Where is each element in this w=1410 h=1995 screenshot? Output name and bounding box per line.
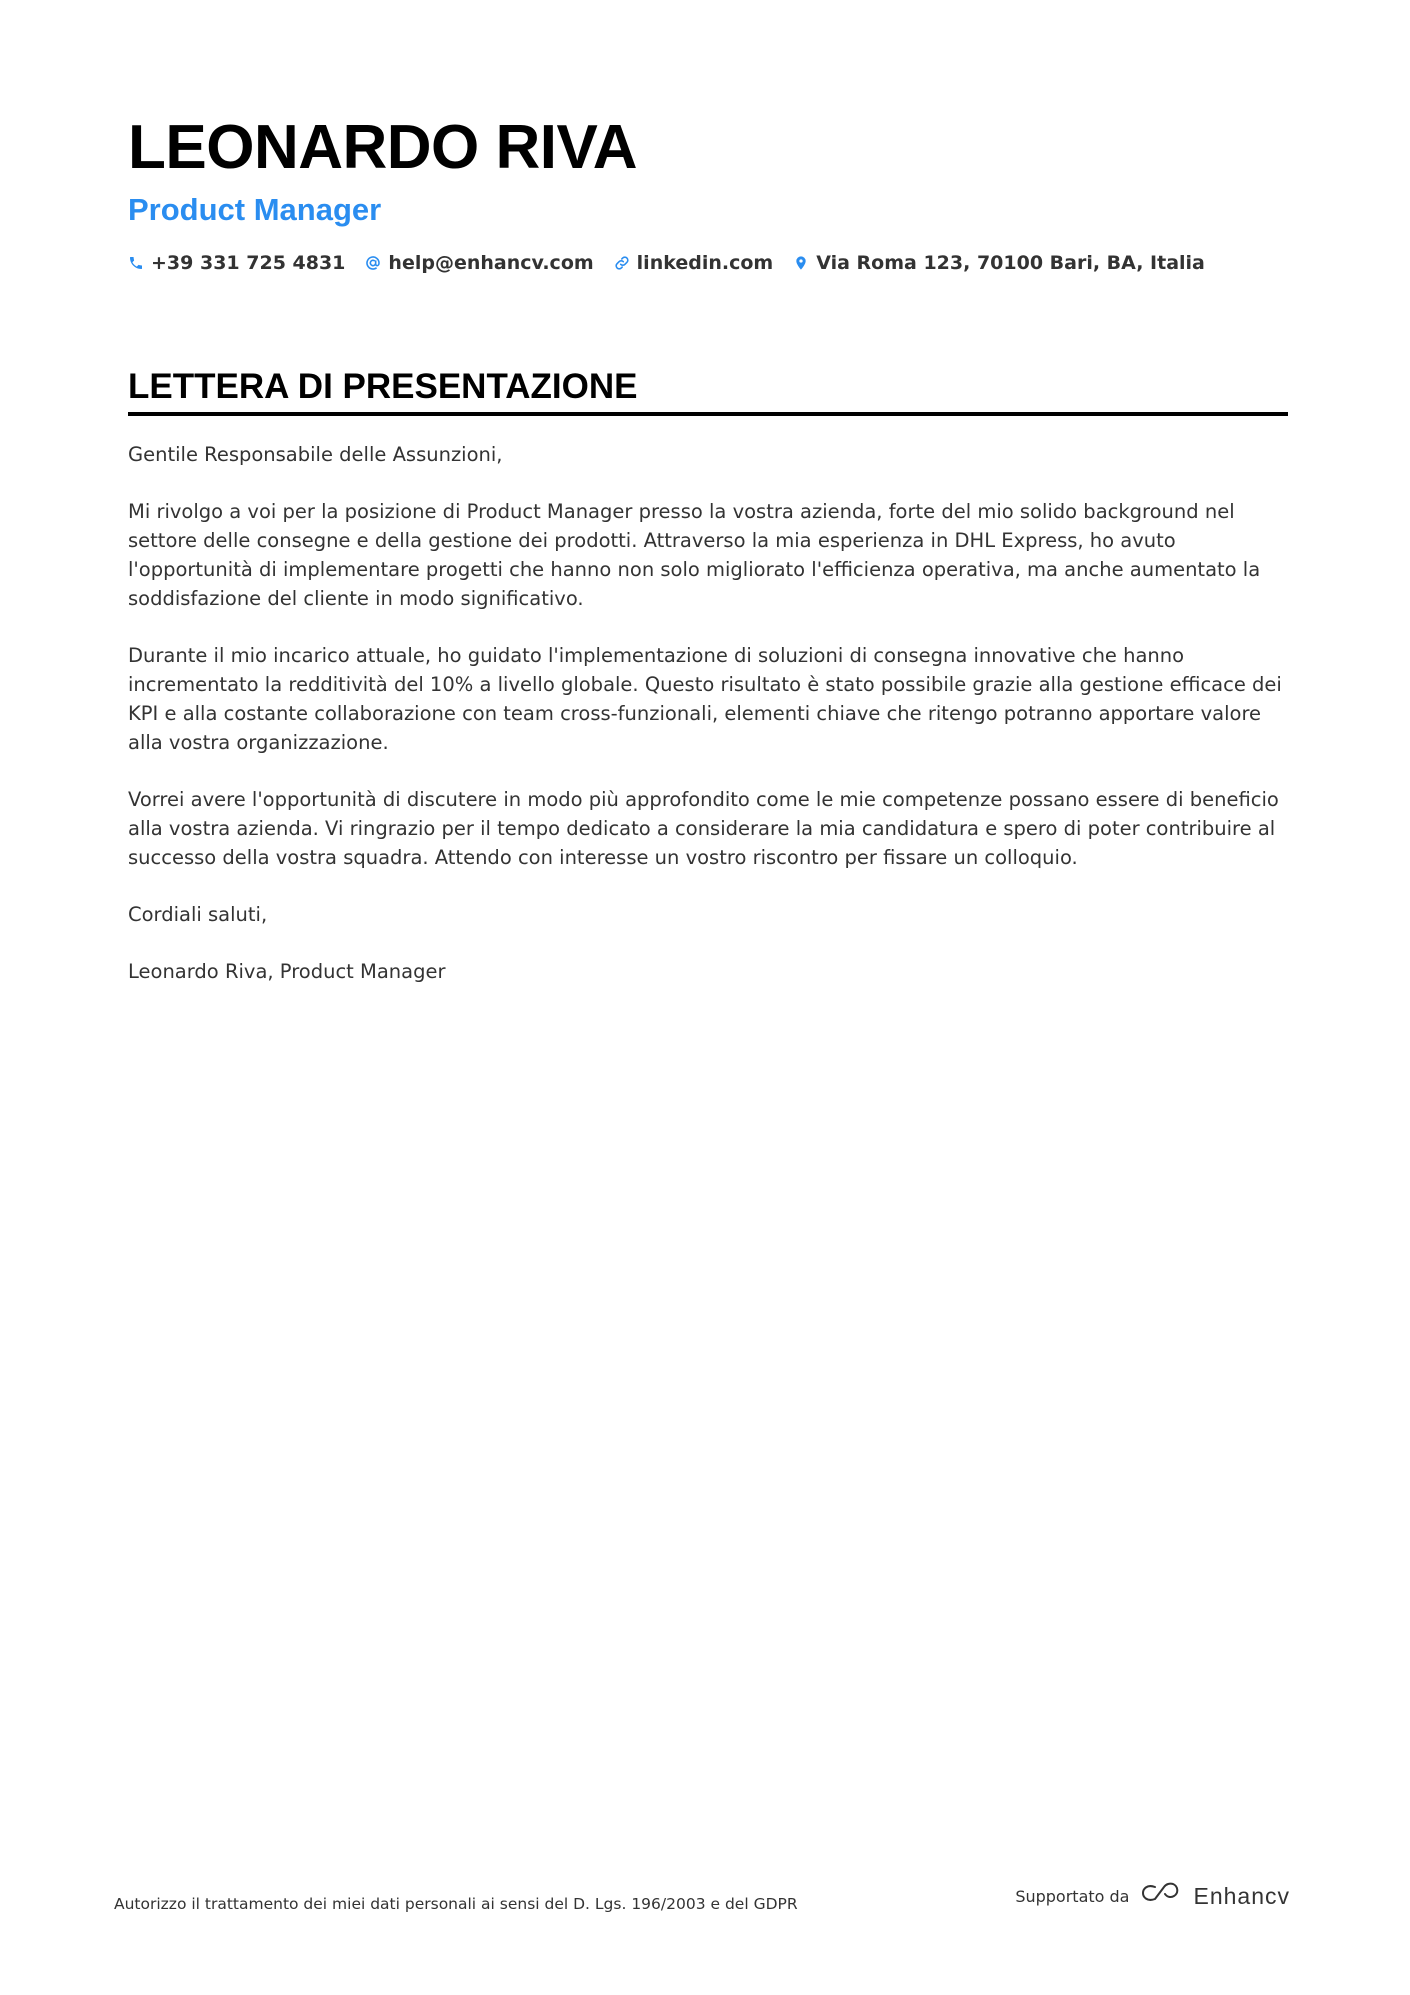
link-icon xyxy=(614,255,630,271)
letter-paragraph: Mi rivolgo a voi per la posizione di Product Manager presso la vostra azienda, forte del mio solido background nel settore delle consegne e della gestione dei prodotti. Attraverso la mia esperienza in DHL Express, ho avuto l'opportunità di implementare progetti che hanno non solo migliorato l'efficienza operativa, ma anche aumentato la soddisfazione del cliente in modo significativo. xyxy=(128,500,1261,610)
letter-paragraph: Durante il mio incarico attuale, ho guidato l'implementazione di soluzioni di consegna innovative che hanno incrementato la redditività del 10% a livello globale. Questo risultato è stato possibile grazie alla gestione efficace dei KPI e alla costante collaborazione con team cross-funzionali, elementi chiave che ritengo potranno apportare valore alla vostra organizzazione. xyxy=(128,644,1282,754)
contact-linkedin-text[interactable]: linkedin.com xyxy=(636,252,774,274)
letter-paragraph: Vorrei avere l'opportunità di discutere in modo più approfondito come le mie competenze possano essere di beneficio alla vostra azienda. Vi ringrazio per il tempo dedicato a considerare la mia candidatura e spero di poter contribuire al successo della vostra squadra. Attendo con interesse un vostro riscontro per fissare un colloquio. xyxy=(128,788,1279,869)
contact-bar xyxy=(128,252,1288,274)
brand-name[interactable]: Enhancv xyxy=(1193,1882,1290,1909)
footer-powered-by[interactable] xyxy=(1015,1881,1290,1911)
enhancv-logo-icon xyxy=(1141,1881,1185,1911)
location-pin-icon xyxy=(793,255,809,271)
candidate-role: Product Manager xyxy=(128,192,382,227)
candidate-name: LEONARDO RIVA xyxy=(128,113,638,182)
section-title: LETTERA DI PRESENTAZIONE xyxy=(128,364,1288,416)
contact-linkedin[interactable] xyxy=(614,252,774,274)
contact-phone-text: +39 331 725 4831 xyxy=(151,252,346,274)
contact-address xyxy=(793,252,1205,274)
contact-email-text[interactable]: help@enhancv.com xyxy=(388,252,594,274)
at-icon xyxy=(365,255,381,271)
footer-consent: Autorizzo il trattamento dei miei dati personali ai sensi del D. Lgs. 196/2003 e del GDPR xyxy=(114,1895,798,1913)
contact-address-text: Via Roma 123, 70100 Bari, BA, Italia xyxy=(816,252,1205,274)
contact-phone xyxy=(128,252,345,274)
header xyxy=(128,108,1288,274)
contact-email[interactable] xyxy=(365,252,593,274)
letter-closing: Cordiali saluti, xyxy=(128,903,268,926)
phone-icon xyxy=(128,255,144,271)
letter-greeting: Gentile Responsabile delle Assunzioni, xyxy=(128,443,503,466)
powered-by-label: Supportato da xyxy=(1015,1886,1130,1906)
letter-body xyxy=(128,440,1293,1014)
brand[interactable] xyxy=(1141,1881,1290,1911)
letter-signature: Leonardo Riva, Product Manager xyxy=(128,960,446,983)
